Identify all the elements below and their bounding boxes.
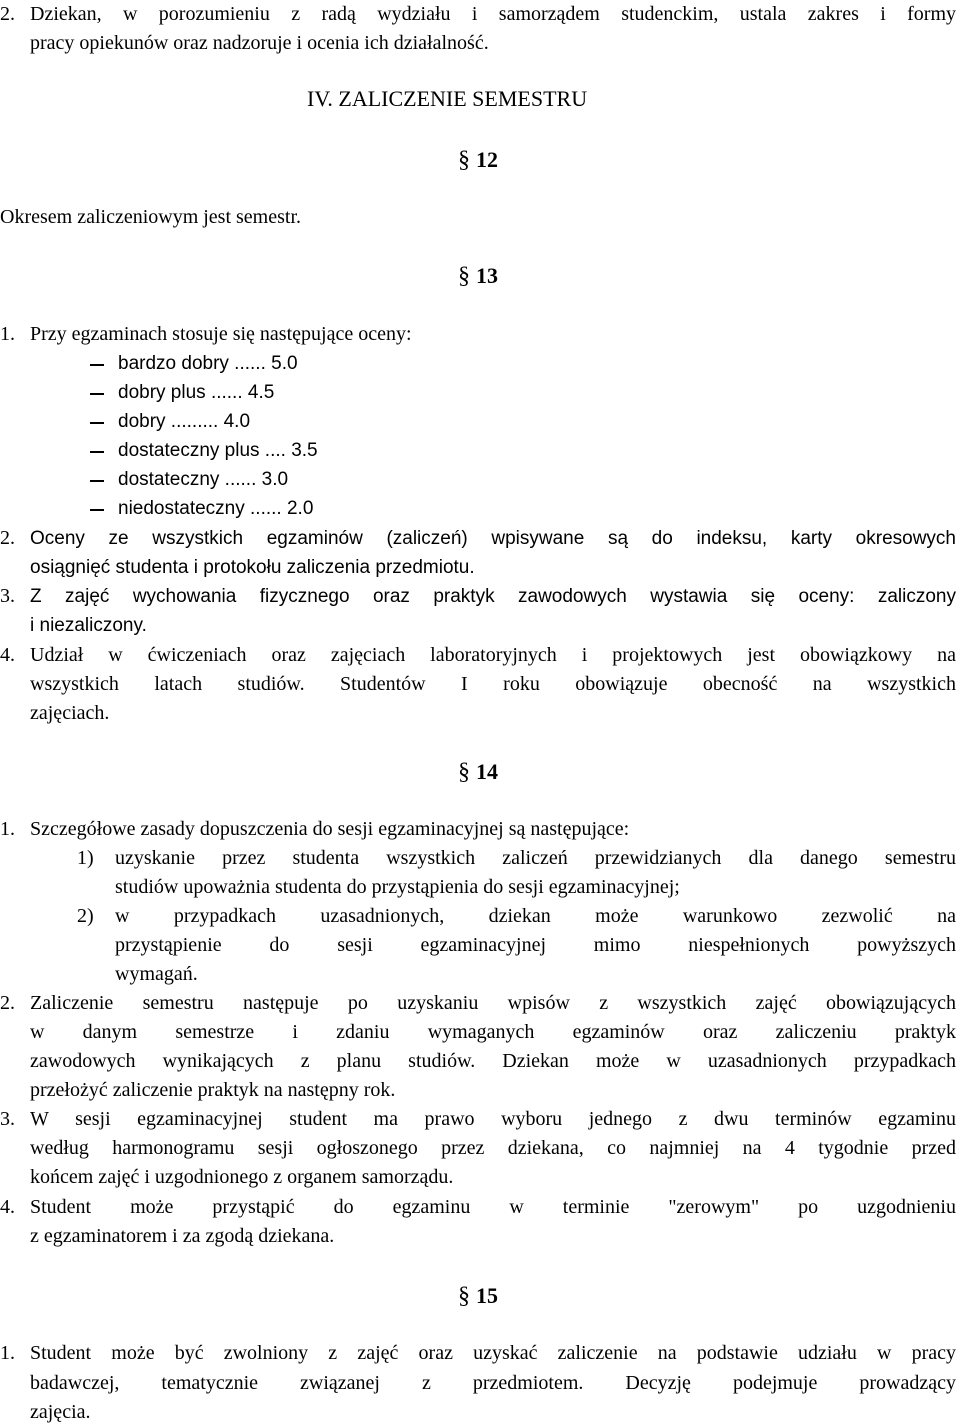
item-number: 1. bbox=[0, 323, 15, 345]
item-number: 2. bbox=[0, 3, 15, 25]
paragraph-number: 13 bbox=[476, 263, 498, 288]
paragraph-line: zajęcia. bbox=[30, 1401, 91, 1423]
item-number: 2. bbox=[0, 527, 15, 549]
section-sign: § bbox=[458, 759, 470, 785]
paragraph-line: uzyskanie przez studenta wszystkich zaliczeń przewidzianych dla danego semestru bbox=[115, 847, 956, 869]
paragraph-line: badawczej, tematycznie związanej z przedmiotem. Decyzję podejmuje prowadzący bbox=[30, 1372, 956, 1394]
paragraph-line: przełożyć zaliczenie praktyk na następny rok. bbox=[30, 1079, 396, 1101]
grade-item: dostateczny ...... 3.0 bbox=[118, 469, 289, 490]
paragraph-line: pracy opiekunów oraz nadzoruje i ocenia ich działalność. bbox=[30, 32, 489, 54]
paragraph-line: wszystkich latach studiów. Studentów I roku obowiązuje obecność na wszystkich bbox=[30, 673, 956, 695]
paragraph-sign-15 bbox=[458, 1284, 498, 1308]
paragraph-line: Student może przystąpić do egzaminu w terminie "zerowym" po uzgodnieniu bbox=[30, 1196, 956, 1218]
list-dash bbox=[90, 422, 104, 424]
paragraph-line: studiów upoważnia studenta do przystąpienia do sesji egzaminacyjnej; bbox=[115, 876, 680, 898]
list-dash bbox=[90, 393, 104, 395]
section-sign: § bbox=[458, 1283, 470, 1309]
grade-item: bardzo dobry ...... 5.0 bbox=[118, 353, 298, 374]
paragraph-line: końcem zajęć i uzgodnionego z organem samorządu. bbox=[30, 1166, 454, 1188]
item-number: 1. bbox=[0, 818, 15, 840]
list-dash bbox=[90, 480, 104, 482]
paragraph-number: 14 bbox=[476, 759, 498, 784]
paragraph-number: 12 bbox=[476, 147, 498, 172]
paragraph-line: z egzaminatorem i za zgodą dziekana. bbox=[30, 1225, 335, 1247]
section-sign: § bbox=[458, 147, 470, 173]
paragraph-sign-12 bbox=[458, 148, 498, 172]
paragraph-line: i niezaliczony. bbox=[30, 615, 147, 636]
grade-item: niedostateczny ...... 2.0 bbox=[118, 498, 314, 519]
paragraph-line: Z zajęć wychowania fizycznego oraz praktyk zawodowych wystawia się oceny: zaliczony bbox=[30, 586, 956, 607]
paragraph-number: 15 bbox=[476, 1283, 498, 1308]
paragraph-line: osiągnięć studenta i protokołu zaliczenia przedmiotu. bbox=[30, 557, 475, 578]
paragraph-line: Zaliczenie semestru następuje po uzyskaniu wpisów z wszystkich zajęć obowiązujących bbox=[30, 992, 956, 1014]
paragraph-line: Szczegółowe zasady dopuszczenia do sesji egzaminacyjnej są następujące: bbox=[30, 818, 630, 840]
subitem-number: 2) bbox=[77, 905, 94, 927]
item-number: 4. bbox=[0, 1196, 15, 1218]
item-number: 3. bbox=[0, 1108, 15, 1130]
paragraph-line: zawodowych wynikających z planu studiów. Dziekan może w uzasadnionych przypadkach bbox=[30, 1050, 956, 1072]
paragraph-line: przystąpienie do sesji egzaminacyjnej mimo niespełnionych powyższych bbox=[115, 934, 956, 956]
paragraph-line: w przypadkach uzasadnionych, dziekan może warunkowo zezwolić na bbox=[115, 905, 956, 927]
list-dash bbox=[90, 364, 104, 366]
paragraph-line: zajęciach. bbox=[30, 702, 110, 724]
paragraph-line: według harmonogramu sesji ogłoszonego przez dziekana, co najmniej na 4 tygodnie przed bbox=[30, 1137, 956, 1159]
item-number: 1. bbox=[0, 1342, 15, 1364]
paragraph-line: Oceny ze wszystkich egzaminów (zaliczeń) wpisywane są do indeksu, karty okresowych bbox=[30, 528, 956, 549]
item-number: 2. bbox=[0, 992, 15, 1014]
paragraph-line: w danym semestrze i zdaniu wymaganych egzaminów oraz zaliczeniu praktyk bbox=[30, 1021, 956, 1043]
paragraph-line: wymagań. bbox=[115, 963, 198, 985]
grade-item: dostateczny plus .... 3.5 bbox=[118, 440, 318, 461]
paragraph-sign-14 bbox=[458, 760, 498, 784]
section-title: IV. ZALICZENIE SEMESTRU bbox=[307, 86, 588, 111]
paragraph-line: Student może być zwolniony z zajęć oraz uzyskać zaliczenie na podstawie udziału w pracy bbox=[30, 1342, 956, 1364]
subitem-number: 1) bbox=[77, 847, 94, 869]
grade-item: dobry ......... 4.0 bbox=[118, 411, 251, 432]
paragraph-line: Okresem zaliczeniowym jest semestr. bbox=[0, 206, 302, 228]
section-sign: § bbox=[458, 263, 470, 289]
item-number: 4. bbox=[0, 644, 15, 666]
item-number: 3. bbox=[0, 585, 15, 607]
paragraph-sign-13 bbox=[458, 264, 498, 288]
list-dash bbox=[90, 451, 104, 453]
paragraph-line: Przy egzaminach stosuje się następujące oceny: bbox=[30, 323, 412, 345]
paragraph-line: Dziekan, w porozumieniu z radą wydziału i samorządem studenckim, ustala zakres i formy bbox=[30, 3, 956, 25]
list-dash bbox=[90, 509, 104, 511]
paragraph-line: Udział w ćwiczeniach oraz zajęciach laboratoryjnych i projektowych jest obowiązkowy na bbox=[30, 644, 956, 666]
paragraph-line: W sesji egzaminacyjnej student ma prawo wyboru jednego z dwu terminów egzaminu bbox=[30, 1108, 956, 1130]
grade-item: dobry plus ...... 4.5 bbox=[118, 382, 275, 403]
